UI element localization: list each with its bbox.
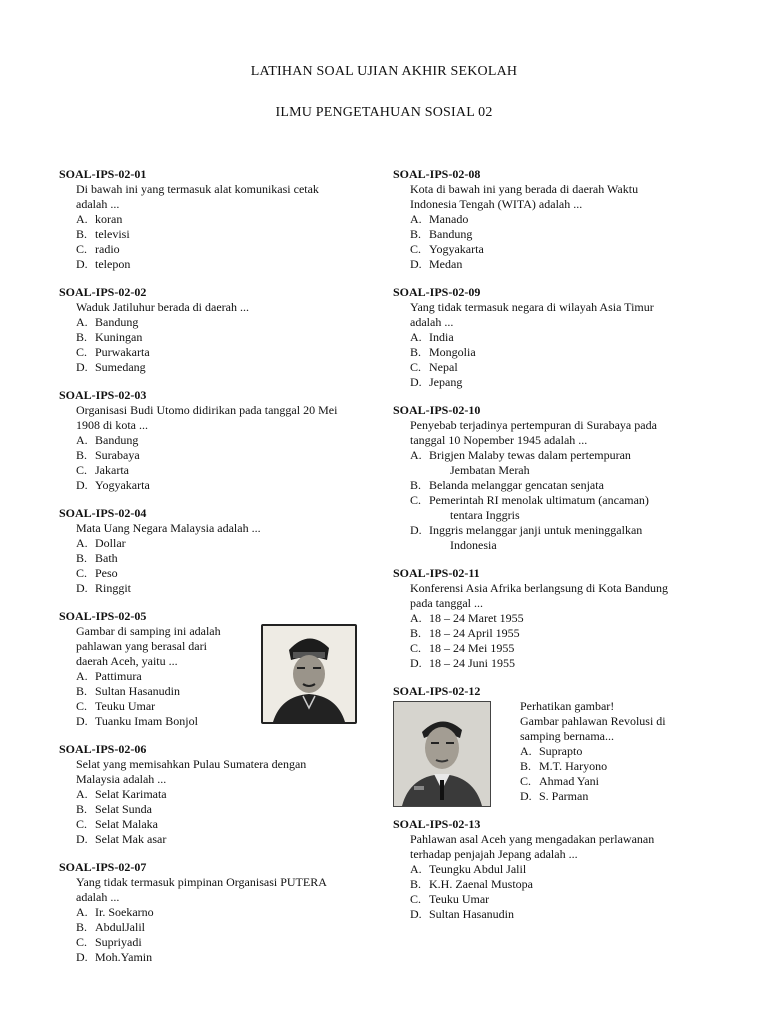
question-text-line: Organisasi Budi Utomo didirikan pada tanggal 20 Mei [76,403,338,417]
option-text-line: Bath [95,551,118,565]
question-id: SOAL-IPS-02-07 [59,860,147,874]
answer-option [410,626,713,641]
question-id: SOAL-IPS-02-05 [59,609,147,623]
option-text [429,212,713,227]
question-soal-ips-02-10 [393,403,713,553]
option-text-line: Jembatan Merah [450,463,530,477]
answer-option [76,448,389,463]
option-letter: A. [410,611,422,625]
option-text [429,892,713,907]
option-text [95,242,389,257]
option-letter: A. [76,905,88,919]
option-letter: D. [76,714,88,728]
option-letter: C. [76,463,88,477]
page-title: LATIHAN SOAL UJIAN AKHIR SEKOLAH [250,64,518,79]
option-text-line: Yogyakarta [429,242,484,256]
question-text-line: Perhatikan gambar! [520,699,615,713]
answer-option [410,656,713,671]
question-text-line: Mata Uang Negara Malaysia adalah ... [76,521,261,535]
option-text [429,375,713,390]
option-letter: B. [410,478,422,492]
question-text-line: daerah Aceh, yaitu ... [76,654,178,668]
option-text [95,463,389,478]
answer-option [76,905,389,920]
option-text [429,227,713,242]
option-text [95,787,389,802]
question-body [59,624,389,729]
option-letter: D. [520,789,532,803]
option-letter: C. [410,242,422,256]
option-letter: D. [410,375,422,389]
answer-option [410,227,713,242]
answer-option [410,907,713,922]
option-letter: D. [76,581,88,595]
question-text-line: terhadap penjajah Jepang adalah ... [410,847,578,861]
option-text [95,935,389,950]
option-letter: A. [76,433,88,447]
question-soal-ips-02-05 [59,609,389,729]
portrait-hero-aceh-image [261,624,357,724]
option-text-line: Teuku Umar [429,892,490,906]
option-text [95,257,389,272]
option-text-line: Sumedang [95,360,146,374]
question-text-line: Waduk Jatiluhur berada di daerah ... [76,300,249,314]
question-id: SOAL-IPS-02-09 [393,285,481,299]
question-text-line: pada tanggal ... [410,596,483,610]
option-letter: D. [410,523,422,537]
question-text-line: Gambar pahlawan Revolusi di [520,714,666,728]
answer-option [76,478,389,493]
question-id: SOAL-IPS-02-11 [393,566,480,580]
answer-option [520,744,713,759]
option-text-line: Ringgit [95,581,132,595]
option-text [429,448,713,478]
answer-option [76,536,389,551]
option-letter: A. [410,212,422,226]
question-text-line: Di bawah ini yang termasuk alat komunikasi cetak [76,182,319,196]
answer-option [76,330,389,345]
question-soal-ips-02-01 [59,167,389,272]
option-text [539,789,713,804]
option-text-line: Moh.Yamin [95,950,153,964]
question-soal-ips-02-06 [59,742,389,847]
option-text-line: Teungku Abdul Jalil [429,862,527,876]
question-text-line: Konferensi Asia Afrika berlangsung di Kota Bandung [410,581,668,595]
option-text [95,950,389,965]
question-text-block [520,699,713,804]
option-text-line: 18 – 24 Maret 1955 [429,611,524,625]
option-text-line: 18 – 24 April 1955 [429,626,520,640]
option-text-line: Selat Karimata [95,787,167,801]
option-letter: D. [76,950,88,964]
option-letter: B. [76,227,88,241]
option-text [95,330,389,345]
option-text [95,345,389,360]
option-text [429,626,713,641]
option-text [429,907,713,922]
option-letter: C. [76,817,88,831]
question-text-line: adalah ... [76,890,120,904]
option-text-line: Supriyadi [95,935,142,949]
answer-option [520,759,713,774]
question-text-line: Yang tidak termasuk pimpinan Organisasi PUTERA [76,875,327,889]
option-text [429,611,713,626]
option-text-line: radio [95,242,120,256]
option-letter: D. [76,832,88,846]
option-text [95,448,389,463]
option-text-line: India [429,330,454,344]
question-text-line: 1908 di kota ... [76,418,148,432]
option-text-line: Jepang [429,375,463,389]
option-text-line: tentara Inggris [450,508,520,522]
option-letter: A. [76,536,88,550]
option-text-line: K.H. Zaenal Mustopa [429,877,533,891]
answer-option [410,345,713,360]
option-text-line: Medan [429,257,463,271]
option-text-line: Manado [429,212,469,226]
question-text-line: adalah ... [76,197,120,211]
page-subtitle: ILMU PENGETAHUAN SOSIAL 02 [275,105,493,120]
option-text-line: M.T. Haryono [539,759,608,773]
answer-option [520,789,713,804]
option-text-line: Indonesia [450,538,497,552]
question-body [393,581,713,671]
option-letter: C. [76,935,88,949]
option-text-line: Selat Mak asar [95,832,167,846]
answer-option [410,862,713,877]
option-text-line: Kuningan [95,330,143,344]
question-body [393,300,713,390]
option-text-line: Inggris melanggar janji untuk meninggalkan [429,523,643,537]
question-body [59,521,389,596]
question-text-line: tanggal 10 Nopember 1945 adalah ... [410,433,588,447]
option-text-line: Teuku Umar [95,699,156,713]
answer-option [410,212,713,227]
question-id: SOAL-IPS-02-13 [393,817,481,831]
option-text-line: 18 – 24 Juni 1955 [429,656,516,670]
option-text-line: Pemerintah RI menolak ultimatum (ancaman) [429,493,649,507]
option-letter: C. [410,360,422,374]
question-text-line: Selat yang memisahkan Pulau Sumatera dengan [76,757,307,771]
option-letter: B. [76,551,88,565]
option-text-line: Surabaya [95,448,140,462]
option-letter: C. [76,566,88,580]
question-soal-ips-02-12 [393,684,713,804]
option-text [95,212,389,227]
question-body [393,418,713,553]
answer-option [76,242,389,257]
question-id: SOAL-IPS-02-10 [393,403,481,417]
answer-option [76,950,389,965]
answer-option [76,920,389,935]
option-letter: D. [410,907,422,921]
option-text [95,566,389,581]
question-body [59,875,389,965]
option-text [429,641,713,656]
option-text [95,360,389,375]
answer-option [410,611,713,626]
question-soal-ips-02-04 [59,506,389,596]
option-text-line: Jakarta [95,463,129,477]
option-letter: B. [76,802,88,816]
option-text-line: Peso [95,566,118,580]
answer-option [76,787,389,802]
option-text-line: Dollar [95,536,126,550]
option-letter: B. [410,626,422,640]
question-body [59,182,389,272]
question-id: SOAL-IPS-02-08 [393,167,481,181]
option-text [95,478,389,493]
answer-option [520,774,713,789]
answer-option [410,641,713,656]
question-body [59,300,389,375]
option-text-line: Mongolia [429,345,476,359]
option-text [429,242,713,257]
option-text-line: telepon [95,257,131,271]
option-letter: C. [410,892,422,906]
option-letter: D. [76,257,88,271]
option-text-line: Pattimura [95,669,142,683]
option-letter: B. [410,877,422,891]
option-letter: B. [410,345,422,359]
option-text-line: Nepal [429,360,458,374]
answer-option [410,892,713,907]
question-soal-ips-02-03 [59,388,389,493]
answer-option [410,257,713,272]
option-text [95,536,389,551]
option-text [539,759,713,774]
option-text [429,877,713,892]
option-letter: C. [410,641,422,655]
answer-option [76,360,389,375]
option-text-line: Purwakarta [95,345,150,359]
question-text-line: pahlawan yang berasal dari [76,639,207,653]
option-text-line: Selat Malaka [95,817,158,831]
option-text [429,330,713,345]
option-text [95,581,389,596]
answer-option [410,242,713,257]
option-text-line: koran [95,212,123,226]
option-text-line: 18 – 24 Mei 1955 [429,641,515,655]
answer-option [76,935,389,950]
question-soal-ips-02-13 [393,817,713,922]
answer-option [410,330,713,345]
answer-option [410,448,713,478]
question-text-line: Pahlawan asal Aceh yang mengadakan perlawanan [410,832,655,846]
question-text-line: Kota di bawah ini yang berada di daerah Waktu [410,182,639,196]
option-text [95,433,389,448]
question-body [59,403,389,493]
option-text [95,905,389,920]
option-text [429,493,713,523]
answer-option [410,360,713,375]
answer-option [76,212,389,227]
option-text [95,551,389,566]
option-letter: B. [76,920,88,934]
option-text [95,227,389,242]
option-text-line: S. Parman [539,789,589,803]
option-text [95,920,389,935]
option-letter: A. [410,862,422,876]
answer-option [410,877,713,892]
option-letter: D. [76,478,88,492]
option-text-line: Ir. Soekarno [95,905,154,919]
option-text [95,832,389,847]
option-text [429,360,713,375]
answer-option [76,257,389,272]
option-text-line: Brigjen Malaby tewas dalam pertempuran [429,448,631,462]
answer-option [76,817,389,832]
option-text [429,862,713,877]
option-letter: C. [76,345,88,359]
answer-option [76,566,389,581]
answer-option [76,551,389,566]
option-letter: B. [410,227,422,241]
answer-option [410,523,713,553]
left-column [59,167,389,978]
option-text [95,817,389,832]
option-text [429,478,713,493]
question-text-line: Yang tidak termasuk negara di wilayah Asia Timur [410,300,654,314]
option-letter: A. [76,669,88,683]
option-text-line: Yogyakarta [95,478,150,492]
answer-option [76,832,389,847]
answer-option [76,227,389,242]
option-letter: A. [410,330,422,344]
option-letter: D. [410,257,422,271]
question-id: SOAL-IPS-02-03 [59,388,147,402]
option-text-line: Sultan Hasanudin [95,684,180,698]
question-body [59,757,389,847]
question-text-line: Penyebab terjadinya pertempuran di Surabaya pada [410,418,657,432]
option-text [95,315,389,330]
question-id: SOAL-IPS-02-06 [59,742,147,756]
right-column [393,167,713,935]
question-text-line: Gambar di samping ini adalah [76,624,221,638]
option-text-line: Belanda melanggar gencatan senjata [429,478,604,492]
option-text-line: AbdulJalil [95,920,145,934]
question-soal-ips-02-07 [59,860,389,965]
question-soal-ips-02-08 [393,167,713,272]
option-text-line: Bandung [95,315,139,329]
option-text [429,656,713,671]
option-text [539,744,713,759]
option-letter: B. [76,448,88,462]
portrait-revolution-hero-image [393,701,491,807]
question-soal-ips-02-11 [393,566,713,671]
option-letter: C. [76,699,88,713]
answer-option [76,433,389,448]
option-text-line: Suprapto [539,744,583,758]
option-text-line: Bandung [95,433,139,447]
option-letter: B. [76,684,88,698]
question-text-line: Malaysia adalah ... [76,772,167,786]
answer-option [76,463,389,478]
question-id: SOAL-IPS-02-04 [59,506,147,520]
answer-option [76,802,389,817]
option-letter: A. [76,787,88,801]
option-letter: B. [76,330,88,344]
option-letter: A. [520,744,532,758]
answer-option [410,478,713,493]
option-text-line: Sultan Hasanudin [429,907,514,921]
option-text [539,774,713,789]
question-id: SOAL-IPS-02-02 [59,285,147,299]
option-text-line: Ahmad Yani [539,774,600,788]
option-letter: A. [410,448,422,462]
question-body [393,832,713,922]
option-letter: C. [76,242,88,256]
option-text [429,523,713,553]
question-soal-ips-02-09 [393,285,713,390]
question-text-line: adalah ... [410,315,454,329]
question-text-line: Indonesia Tengah (WITA) adalah ... [410,197,583,211]
answer-option [76,345,389,360]
question-body [393,699,713,804]
option-text-line: Tuanku Imam Bonjol [95,714,198,728]
option-text-line: televisi [95,227,130,241]
option-text [429,257,713,272]
option-letter: C. [520,774,532,788]
question-id: SOAL-IPS-02-01 [59,167,147,181]
question-body [393,182,713,272]
option-letter: B. [520,759,532,773]
option-letter: C. [410,493,422,507]
option-text-line: Selat Sunda [95,802,152,816]
option-letter: D. [76,360,88,374]
question-text-line: samping bernama... [520,729,614,743]
option-letter: A. [76,212,88,226]
answer-option [410,493,713,523]
option-text [429,345,713,360]
answer-option [76,315,389,330]
answer-option [76,581,389,596]
answer-option [410,375,713,390]
option-text-line: Bandung [429,227,473,241]
question-soal-ips-02-02 [59,285,389,375]
option-text [95,802,389,817]
option-letter: A. [76,315,88,329]
question-id: SOAL-IPS-02-12 [393,684,481,698]
option-letter: D. [410,656,422,670]
